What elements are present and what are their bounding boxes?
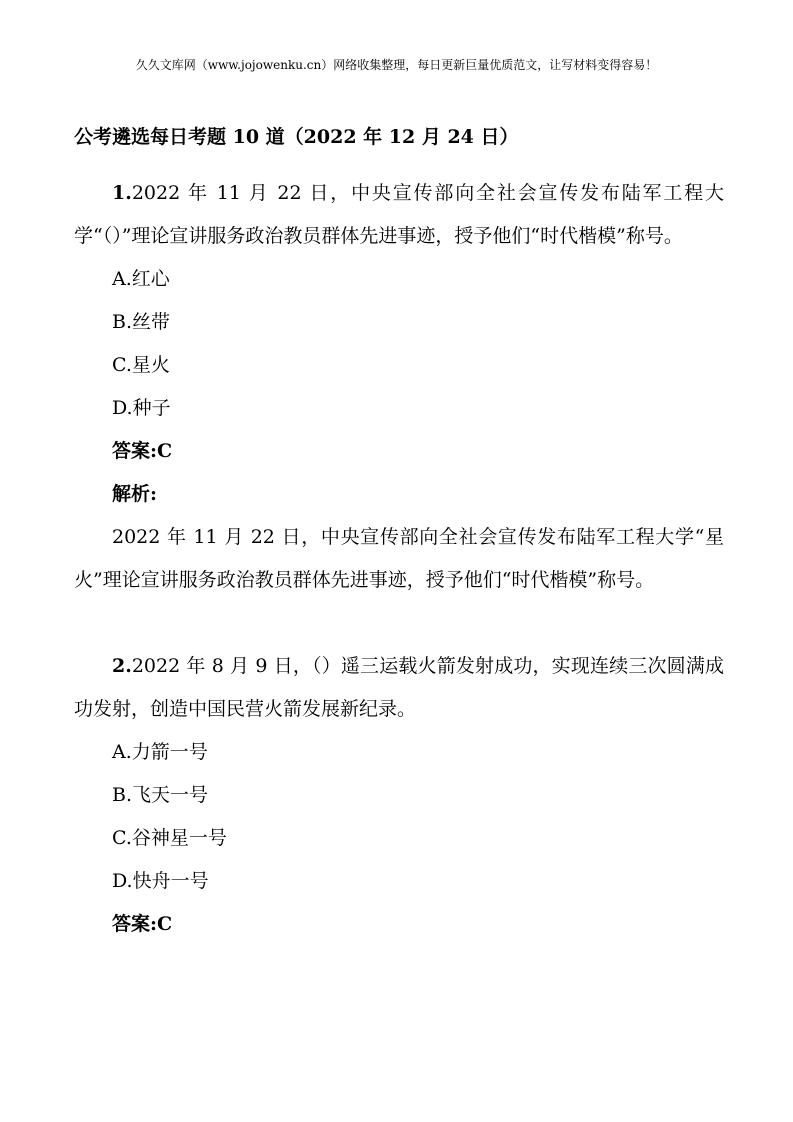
- question-2: [74, 645, 724, 946]
- spacer: [74, 602, 724, 645]
- option-a: A.红心: [112, 268, 170, 290]
- option-b: B.飞天一号: [112, 784, 209, 806]
- analysis-text: 2022 年 11 月 22 日，中央宣传部向全社会宣传发布陆军工程大学“星火”理论宣讲服务政治教员群体先进事迹，授予他们“时代楷模”称号。: [74, 526, 724, 591]
- answer-value: C: [157, 440, 173, 462]
- answer-value: C: [157, 913, 173, 935]
- page-header: 久久文库网（www.jojowenku.cn）网络收集整理，每日更新巨量优质范文，让写材料变得容易！: [135, 58, 658, 72]
- question-number: 2.: [112, 655, 132, 677]
- document-title: 公考遴选每日考题 10 道（2022 年 12 月 24 日）: [74, 126, 519, 148]
- question-number: 1.: [112, 182, 132, 204]
- question-1: [74, 172, 724, 602]
- analysis-label: 解析:: [112, 483, 158, 505]
- document-body: [74, 172, 724, 946]
- answer-line: [74, 903, 724, 946]
- answer-label: 答案:: [112, 440, 158, 462]
- option-b: B.丝带: [112, 311, 171, 333]
- question-text: 2022 年 8 月 9 日，（）遥三运载火箭发射成功，实现连续三次圆满成功发射，创造中国民营火箭发展新纪录。: [74, 655, 724, 720]
- question-stem: [74, 172, 724, 258]
- option-d: D.种子: [112, 397, 171, 419]
- option-d: D.快舟一号: [112, 870, 209, 892]
- option-c: C.星火: [112, 354, 170, 376]
- option-c: C.谷神星一号: [112, 827, 227, 849]
- answer-line: [74, 430, 724, 473]
- answer-label: 答案:: [112, 913, 158, 935]
- question-stem: [74, 645, 724, 731]
- option-a: A.力箭一号: [112, 741, 208, 763]
- question-text: 2022 年 11 月 22 日，中央宣传部向全社会宣传发布陆军工程大学“（）”理论宣讲服务政治教员群体先进事迹，授予他们“时代楷模”称号。: [74, 182, 724, 247]
